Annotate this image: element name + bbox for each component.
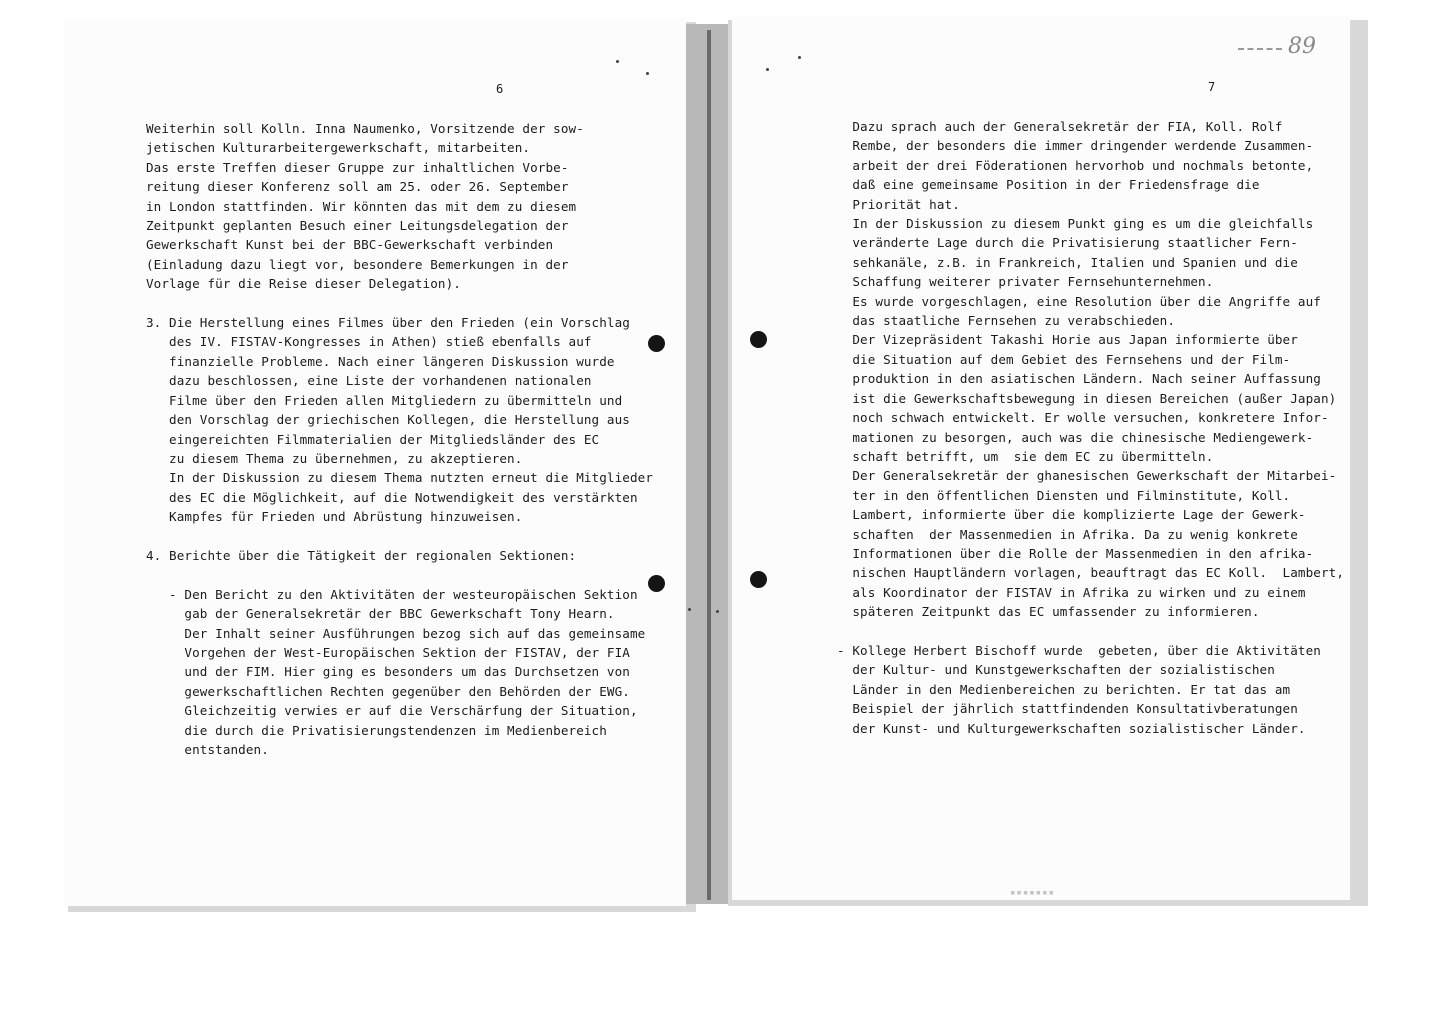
left-page-text-line: dazu beschlossen, eine Liste der vorhandenen nationalen bbox=[146, 373, 592, 389]
right-page-text-line: - Kollege Herbert Bischoff wurde gebeten, über die Aktivitäten bbox=[837, 642, 1321, 658]
left-page-text-line: reitung dieser Konferenz soll am 25. oder 26. September bbox=[146, 179, 569, 195]
right-page-text-line: Der Vizepräsident Takashi Horie aus Japan informierte über bbox=[837, 332, 1298, 348]
right-page-text-line: späteren Zeitpunkt das EC umfassender zu informieren. bbox=[837, 604, 1260, 620]
left-page-text-line: - Den Bericht zu den Aktivitäten der westeuropäischen Sektion bbox=[146, 586, 638, 602]
left-page-text-line bbox=[146, 565, 653, 584]
left-page-text-line: gab der Generalsekretär der BBC Gewerkschaft Tony Hearn. bbox=[146, 606, 615, 622]
right-page-number: 7 bbox=[1208, 80, 1216, 94]
right-page-text-line: der Kultur- und Kunstgewerkschaften der sozialistischen bbox=[837, 662, 1275, 678]
left-page-text-line: In der Diskussion zu diesem Thema nutzten erneut die Mitglieder bbox=[146, 470, 654, 486]
dust-speck-icon bbox=[688, 608, 691, 611]
right-page-text-line: Priorität hat. bbox=[837, 196, 960, 212]
right-page bbox=[732, 16, 1350, 900]
dust-speck-icon bbox=[798, 56, 801, 59]
left-page-text-line: Kampfes für Frieden und Abrüstung hinzuweisen. bbox=[146, 509, 523, 525]
left-page-text-line: Weiterhin soll Kolln. Inna Naumenko, Vorsitzende der sow- bbox=[146, 121, 584, 136]
right-page-text-line: schaften der Massenmedien in Afrika. Da zu wenig konkrete bbox=[837, 526, 1298, 542]
left-page-text-line bbox=[146, 294, 653, 313]
left-page-text-line: und der FIM. Hier ging es besonders um das Durchsetzen von bbox=[146, 664, 630, 680]
right-page-text-line: Lambert, informierte über die komplizierte Lage der Gewerk- bbox=[837, 507, 1306, 523]
dust-speck-icon bbox=[766, 68, 769, 71]
left-page-text-line: des IV. FISTAV-Kongresses in Athen) stieß ebenfalls auf bbox=[146, 334, 592, 350]
right-page-text-line: daß eine gemeinsame Position in der Friedensfrage die bbox=[837, 177, 1260, 193]
left-page-text-line: Zeitpunkt geplanten Besuch einer Leitungsdelegation der bbox=[146, 218, 569, 234]
binding-gutter bbox=[684, 24, 728, 904]
left-page-text-line: Gleichzeitig verwies er auf die Verschärfung der Situation, bbox=[146, 703, 638, 719]
right-page-text-line: Der Generalsekretär der ghanesischen Gewerkschaft der Mitarbei- bbox=[837, 468, 1337, 484]
left-page-text-line: finanzielle Probleme. Nach einer längeren Diskussion wurde bbox=[146, 353, 615, 369]
left-page-text-line: die durch die Privatisierungstendenzen im Medienbereich bbox=[146, 722, 607, 738]
right-page-text-line: noch schwach entwickelt. Er wolle versuchen, konkretere Infor- bbox=[837, 410, 1329, 426]
left-page-text-line: zu diesem Thema zu übernehmen, zu akzeptieren. bbox=[146, 450, 523, 466]
right-page-text-line: veränderte Lage durch die Privatisierung staatlicher Fern- bbox=[837, 235, 1298, 251]
punch-hole-icon bbox=[648, 575, 665, 592]
punch-hole-icon bbox=[648, 335, 665, 352]
left-page-text-line: Filme über den Frieden allen Mitgliedern zu übermitteln und bbox=[146, 392, 623, 408]
punch-hole-icon bbox=[750, 571, 767, 588]
left-page-text-line: gewerkschaftlichen Rechten gegenüber den Behörden der EWG. bbox=[146, 683, 630, 699]
left-page-text-line: Das erste Treffen dieser Gruppe zur inhaltlichen Vorbe- bbox=[146, 159, 569, 175]
right-page-text-line: nischen Hauptländern vorlagen, beauftragt das EC Koll. Lambert, bbox=[837, 565, 1345, 581]
left-page-text-line: Gewerkschaft Kunst bei der BBC-Gewerkschaft verbinden bbox=[146, 237, 554, 253]
right-page-text-line: Länder in den Medienbereichen zu berichten. Er tat das am bbox=[837, 681, 1291, 697]
right-page-text-line: schaft betrifft, um sie dem EC zu übermitteln. bbox=[837, 448, 1214, 464]
right-page-text-line: als Koordinator der FISTAV in Afrika zu wirken und zu einem bbox=[837, 584, 1306, 600]
left-page-text-line: in London stattfinden. Wir könnten das mit dem zu diesem bbox=[146, 198, 577, 214]
right-page-text-line bbox=[837, 622, 1344, 641]
right-page-text-line: das staatliche Fernsehen zu verabschieden. bbox=[837, 313, 1176, 329]
right-page-text-line: In der Diskussion zu diesem Punkt ging es um die gleichfalls bbox=[837, 216, 1314, 232]
right-page-text-line: mationen zu besorgen, auch was die chinesische Mediengewerk- bbox=[837, 429, 1314, 445]
left-page-text-line bbox=[146, 527, 653, 546]
left-page-text-line: den Vorschlag der griechischen Kollegen, die Herstellung aus bbox=[146, 412, 630, 428]
right-page-text-line: ter in den öffentlichen Diensten und Filminstitute, Koll. bbox=[837, 487, 1291, 503]
faint-archive-stamp: ▪▪▪▪▪▪▪ bbox=[1010, 888, 1055, 898]
left-page-text bbox=[146, 119, 653, 759]
left-page-text-line: jetischen Kulturarbeitergewerkschaft, mitarbeiten. bbox=[146, 140, 531, 156]
left-page-text-line: Der Inhalt seiner Ausführungen bezog sich auf das gemeinsame bbox=[146, 625, 646, 641]
dust-speck-icon bbox=[616, 60, 619, 63]
right-page-text-line: Beispiel der jährlich stattfindenden Konsultativberatungen bbox=[837, 701, 1298, 717]
binding-gutter-line bbox=[707, 30, 711, 900]
right-page-text-line: Es wurde vorgeschlagen, eine Resolution über die Angriffe auf bbox=[837, 293, 1321, 309]
right-page-text-line: Informationen über die Rolle der Massenmedien in den afrika- bbox=[837, 545, 1314, 561]
right-page-text-line: ist die Gewerkschaftsbewegung in diesen Bereichen (außer Japan) bbox=[837, 390, 1337, 406]
left-page-text-line: entstanden. bbox=[146, 742, 269, 757]
left-page bbox=[64, 18, 686, 906]
right-page-text-line: Dazu sprach auch der Generalsekretär der FIA, Koll. Rolf bbox=[837, 119, 1283, 134]
punch-hole-icon bbox=[750, 331, 767, 348]
left-page-text-line: Vorlage für die Reise dieser Delegation). bbox=[146, 276, 461, 292]
left-page-number: 6 bbox=[496, 82, 504, 96]
archive-dashes bbox=[1238, 48, 1282, 50]
archive-page-number: 89 bbox=[1288, 34, 1316, 59]
right-page-text-line: der Kunst- und Kulturgewerkschaften sozialistischer Länder. bbox=[837, 720, 1306, 736]
left-page-text-line: (Einladung dazu liegt vor, besondere Bemerkungen in der bbox=[146, 256, 569, 272]
right-page-text-line: sehkanäle, z.B. in Frankreich, Italien und Spanien und die bbox=[837, 254, 1298, 270]
dust-speck-icon bbox=[716, 610, 719, 613]
left-page-text-line: eingereichten Filmmaterialien der Mitgliedsländer des EC bbox=[146, 431, 600, 447]
right-page-text-line: Rembe, der besonders die immer dringender werdende Zusammen- bbox=[837, 138, 1314, 154]
right-page-text-line: die Situation auf dem Gebiet des Fernsehens und der Film- bbox=[837, 351, 1291, 367]
right-page-text-line: Schaffung weiterer privater Fernsehunternehmen. bbox=[837, 274, 1214, 290]
left-page-text-line: Vorgehen der West-Europäischen Sektion der FISTAV, der FIA bbox=[146, 644, 630, 660]
dust-speck-icon bbox=[646, 72, 649, 75]
right-page-text-line: produktion in den asiatischen Ländern. Nach seiner Auffassung bbox=[837, 371, 1321, 387]
right-page-text-line: arbeit der drei Föderationen hervorhob und nochmals betonte, bbox=[837, 157, 1314, 173]
left-page-text-line: 4. Berichte über die Tätigkeit der regionalen Sektionen: bbox=[146, 547, 577, 563]
right-page-text bbox=[837, 117, 1344, 738]
left-page-text-line: 3. Die Herstellung eines Filmes über den Frieden (ein Vorschlag bbox=[146, 315, 630, 331]
left-page-text-line: des EC die Möglichkeit, auf die Notwendigkeit des verstärkten bbox=[146, 489, 638, 505]
